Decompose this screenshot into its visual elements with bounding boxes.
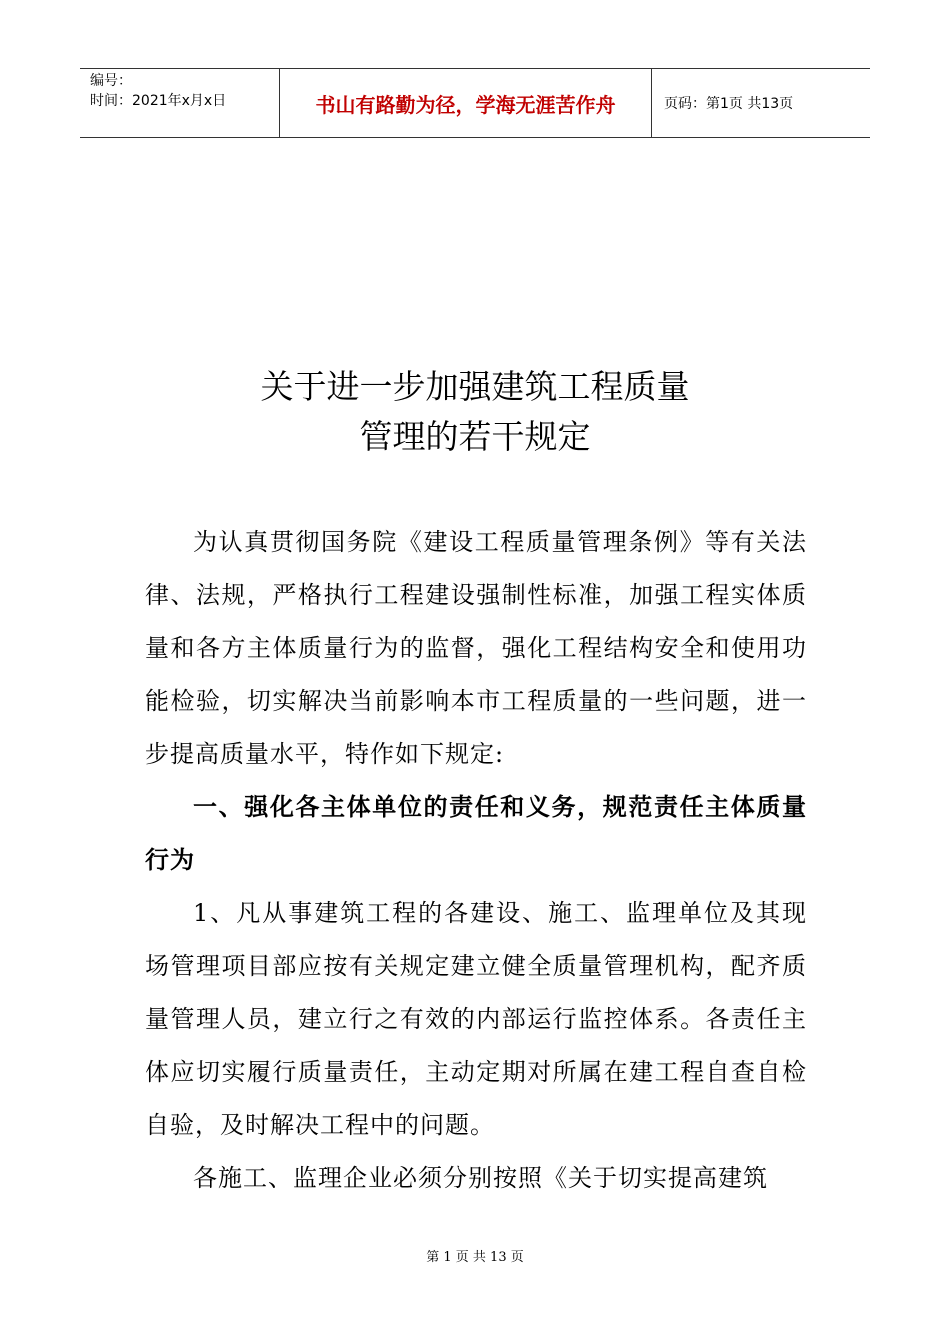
header-page-code: 页码：第1页 共13页 <box>664 96 794 112</box>
section-heading: 一、强化各主体单位的责任和义务，规范责任主体质量行为 <box>145 793 807 874</box>
body-paragraph: 各施工、监理企业必须分别按照《关于切实提高建筑 <box>193 1164 768 1192</box>
title-line-2: 管理的若干规定 <box>359 417 591 456</box>
page-footer: 第 1 页 共 13 页 <box>426 1250 524 1265</box>
body-paragraph: 为认真贯彻国务院《建设工程质量管理条例》等有关法律、法规，严格执行工程建设强制性标准，加强工程实体质量和各方主体质量行为的监督，强化工程结构安全和使用功能检验，切实解决当前影响本市工程质量的一些问题，进一步提高质量水平，特作如下规定: <box>145 528 807 768</box>
header-motto: 书山有路勤为径，学海无涯苦作舟 <box>280 69 652 137</box>
header-meta <box>80 69 280 137</box>
document-body <box>145 516 807 1205</box>
body-paragraph: 1、凡从事建筑工程的各建设、施工、监理单位及其现场管理项目部应按有关规定建立健全质量管理机构，配齐质量管理人员，建立行之有效的内部运行监控体系。各责任主体应切实履行质量责任，主动定期对所属在建工程自查自检自验，及时解决工程中的问题。 <box>145 899 807 1139</box>
document-title <box>0 362 950 462</box>
page-header <box>80 68 870 138</box>
document-number-label: 编号： <box>90 73 132 89</box>
title-line-1: 关于进一步加强建筑工程质量 <box>260 367 690 406</box>
document-time-label: 时间：2021年x月x日 <box>90 93 227 109</box>
